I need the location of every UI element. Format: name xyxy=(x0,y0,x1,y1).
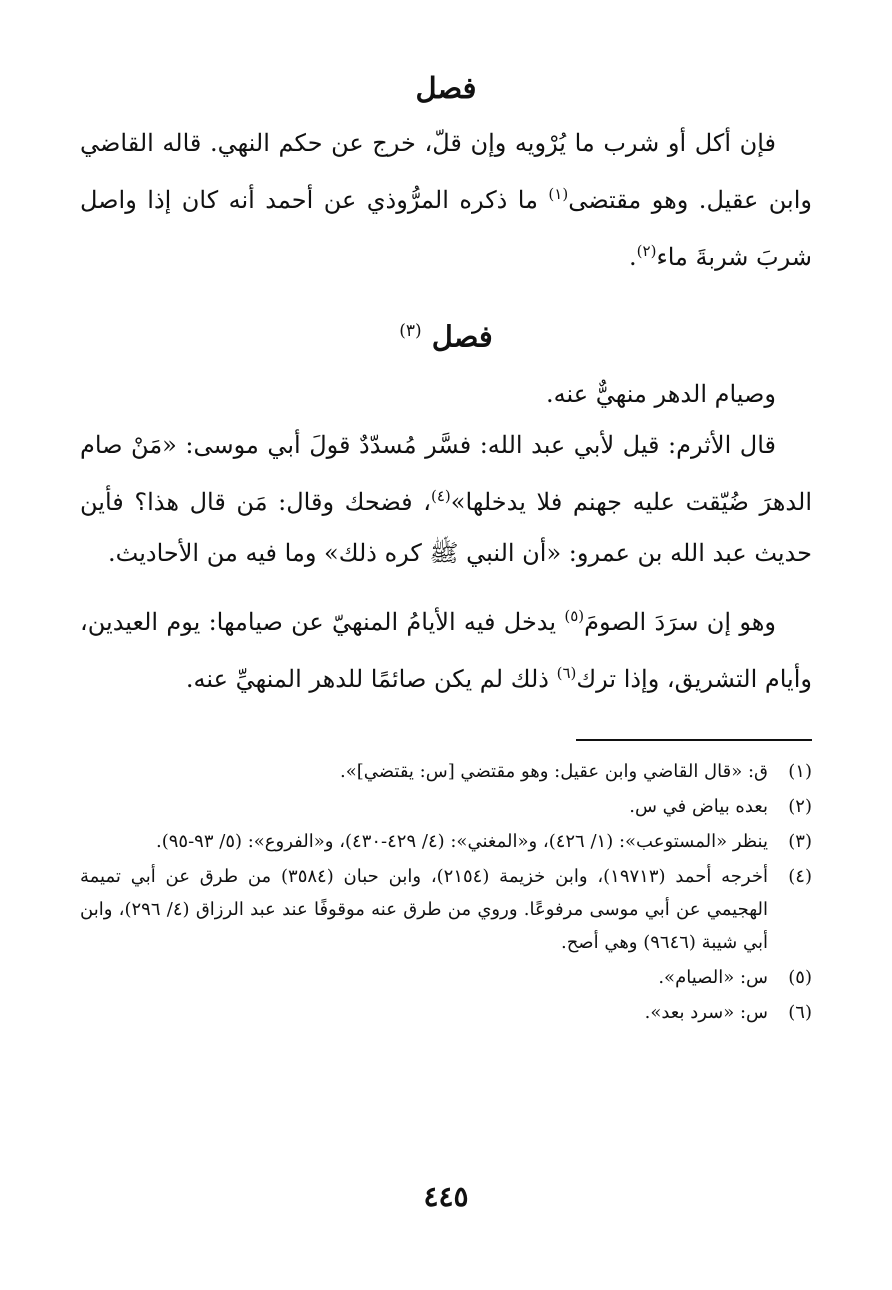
heading-text: فصل xyxy=(415,71,477,105)
footnote-1 xyxy=(80,755,812,788)
footnote-divider xyxy=(576,739,812,741)
footnotes xyxy=(80,755,812,1029)
paragraph-text: يدخل فيه الأيامُ المنهيّ عن صيامها: يوم العيدين، وأيام التشريق، وإذا ترك xyxy=(80,607,812,693)
footnote-ref: (٢) xyxy=(636,242,657,260)
section-heading-1 xyxy=(80,66,812,110)
footnote-ref: (٦) xyxy=(556,663,577,682)
footnote-4 xyxy=(80,860,812,959)
footnote-number: (٤) xyxy=(788,865,812,887)
heading-text: فصل xyxy=(431,319,493,354)
footnote-5 xyxy=(80,961,812,994)
page-number: ٤٤٥ xyxy=(423,1180,469,1213)
footnote-ref: (٤) xyxy=(431,486,451,505)
section2-paragraph-1 xyxy=(80,369,812,420)
footnote-6 xyxy=(80,996,812,1029)
footnote-3 xyxy=(80,825,812,858)
paragraph-text: قال الأثرم: قيل لأبي عبد الله: فسَّر مُسدّدٌ قولَ أبي موسى: «مَنْ صام الدهرَ ضُيّقت عليه جهنم فلا يدخلها» xyxy=(80,430,812,516)
paragraph-text: وصيام الدهر منهيٌّ عنه. xyxy=(546,379,776,408)
footnote-text: أخرجه أحمد (١٩٧١٣)، وابن خزيمة (٢١٥٤)، وابن حبان (٣٥٨٤) من طرق عن أبي تميمة الهجيمي عن أبي موسى مرفوعًا. وروي من طرق عنه موقوفًا عند عبد الرزاق (٤/ ٢٩٦)، وابن أبي شيبة (٩٦٤٦) وهي أصح. xyxy=(80,865,768,953)
paragraph-text: ما ذكره المرُّوذي عن أحمد أنه كان إذا واصل شربَ شربةَ ماء xyxy=(80,186,812,271)
paragraph-text: وهو إن سرَدَ الصومَ xyxy=(584,607,776,636)
footnote-number: (٥) xyxy=(788,966,812,988)
footnote-number: (١) xyxy=(788,760,812,782)
footnote-2 xyxy=(80,790,812,823)
footnote-text: ق: «قال القاضي وابن عقيل: وهو مقتضي [س: يقتضي]». xyxy=(340,760,768,782)
footnote-number: (٣) xyxy=(788,830,812,852)
section2-paragraph-2 xyxy=(80,420,812,579)
footnote-ref: (٥) xyxy=(564,606,585,625)
footnote-text: بعده بياض في س. xyxy=(629,795,768,817)
book-page xyxy=(80,66,812,1230)
paragraph-text: ، فضحك وقال: مَن قال هذا؟ فأين حديث عبد الله بن عمرو: «أن النبي ﷺ كره ذلك» وما فيه من الأحاديث. xyxy=(80,487,812,567)
paragraph-text: فإن أكل أو شرب ما يُرْويه وإن قلّ، خرج عن حكم النهي. قاله القاضي وابن عقيل. وهو مقتضى xyxy=(80,129,812,214)
footnote-text: س: «سرد بعد». xyxy=(644,1001,768,1023)
footnote-number: (٢) xyxy=(788,795,812,817)
footnote-number: (٦) xyxy=(788,1001,812,1023)
section1-paragraph xyxy=(80,118,812,283)
footnote-ref: (٣) xyxy=(399,321,422,341)
section2-paragraph-3 xyxy=(80,591,812,705)
footnote-text: ينظر «المستوعب»: (١/ ٤٢٦)، و«المغني»: (٤/ ٤٢٩-٤٣٠)، و«الفروع»: (٥/ ٩٣-٩٥). xyxy=(155,830,768,852)
paragraph-text: . xyxy=(629,243,637,271)
footnote-ref: (١) xyxy=(548,185,569,203)
footnote-text: س: «الصيام». xyxy=(658,966,768,988)
section-heading-2 xyxy=(80,309,812,359)
paragraph-text: ذلك لم يكن صائمًا للدهر المنهيِّ عنه. xyxy=(185,664,557,693)
